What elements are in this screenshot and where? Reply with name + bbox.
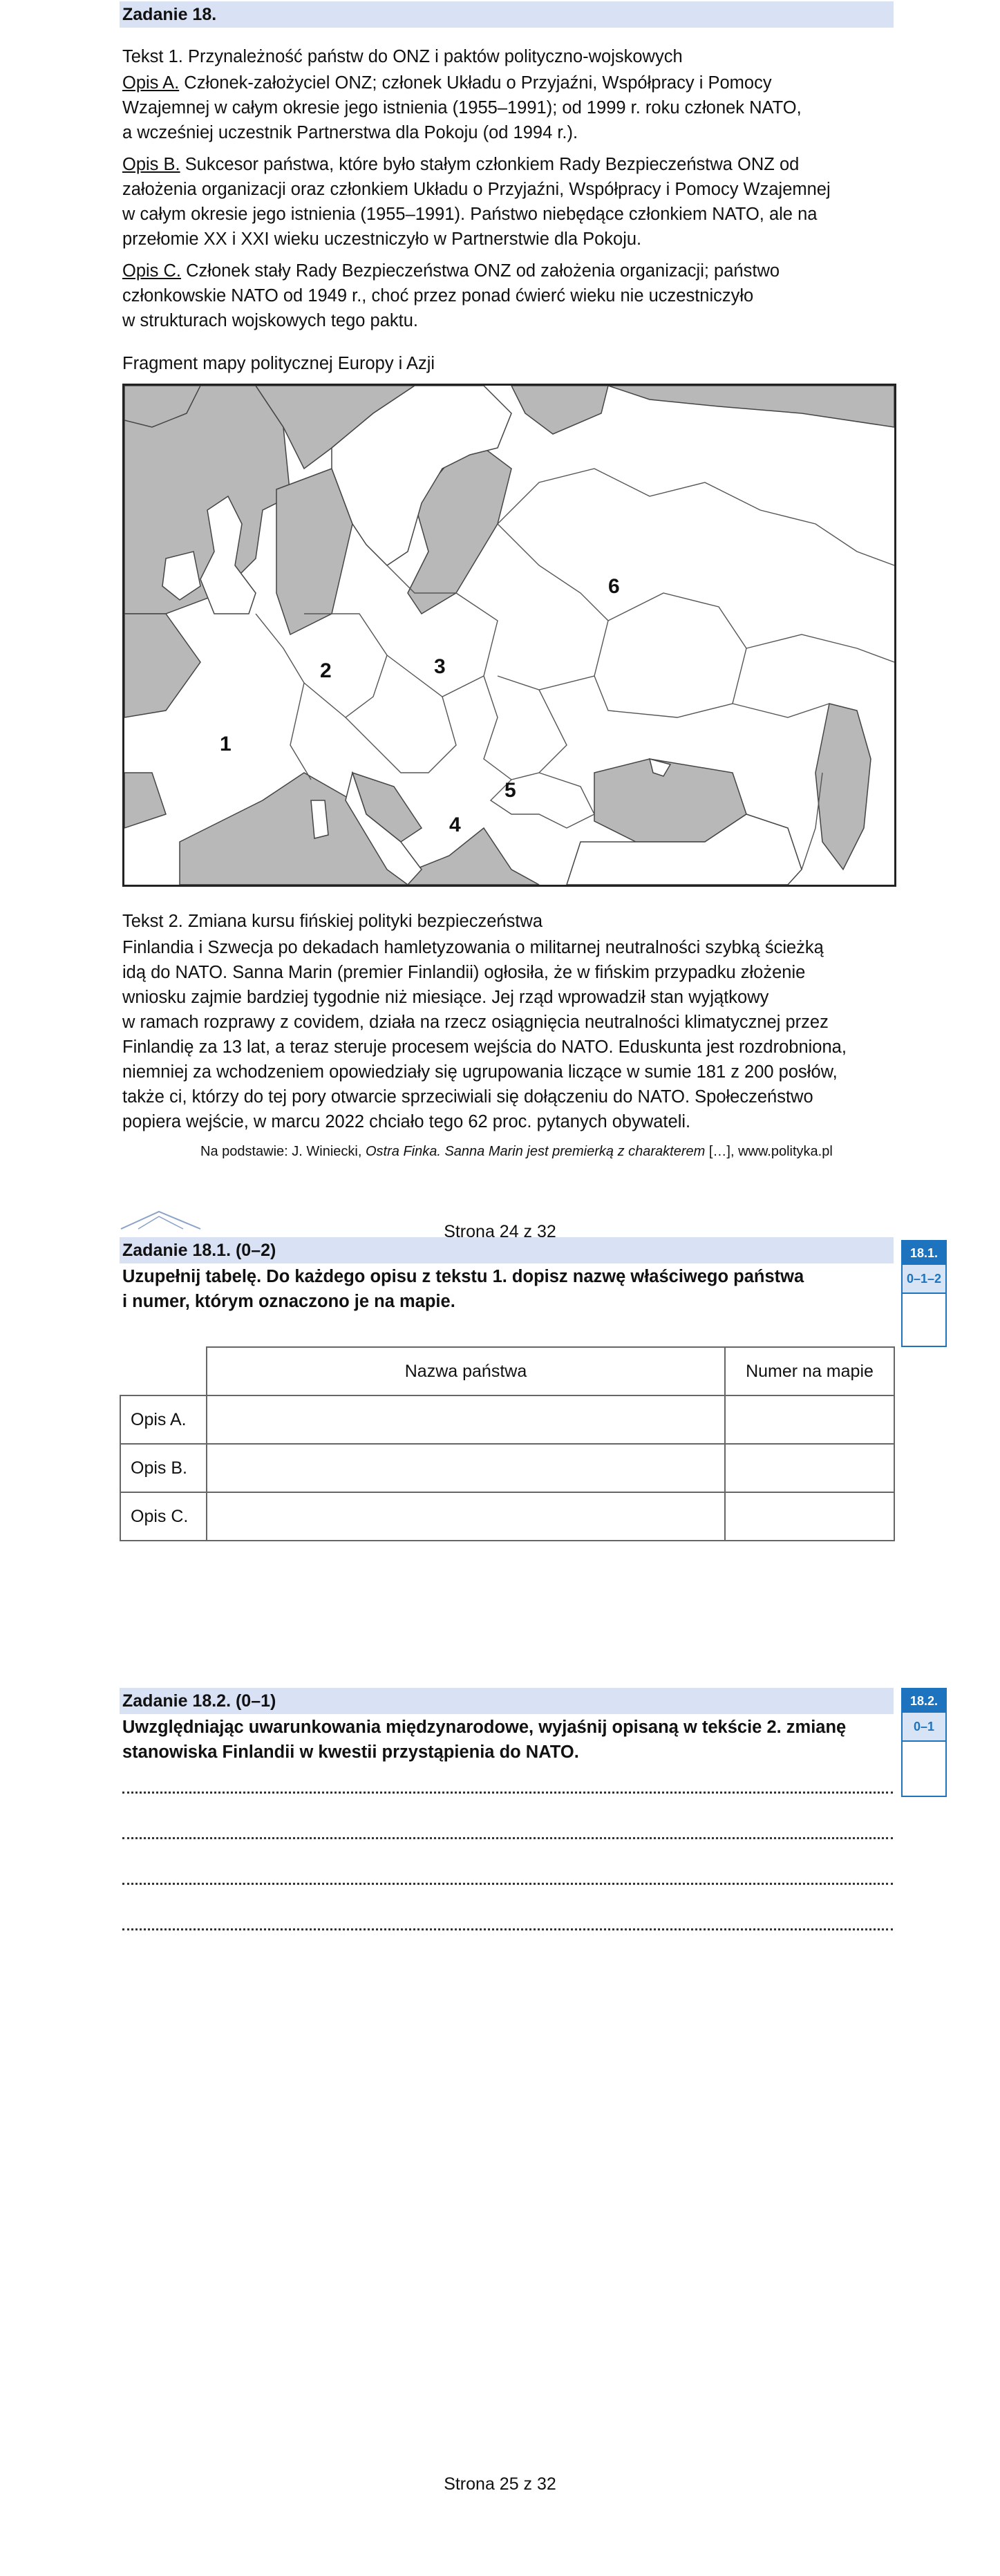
task-18-header: Zadanie 18. <box>120 1 894 28</box>
country-name-cell-a[interactable] <box>207 1395 725 1444</box>
opis-a-line-2: Wzajemnej w całym okresie jego istnienia (1955–1991); od 1999 r. roku członek NATO, <box>122 98 802 117</box>
map-number-cell-c[interactable] <box>725 1492 894 1541</box>
map-title: Fragment mapy politycznej Europy i Azji <box>122 354 435 373</box>
text2-line: także ci, którzy do tej pory otwarcie sprzeciwiali się dołączeniu do NATO. Społeczeństwo <box>122 1087 813 1107</box>
task-18-2-header: Zadanie 18.2. (0–1) <box>120 1688 894 1714</box>
map-label-1: 1 <box>220 733 232 755</box>
opis-a <box>122 70 802 145</box>
opis-b-line-3: w całym okresie jego istnienia (1955–1991). Państwo niebędące członkiem NATO, ale na <box>122 205 818 224</box>
header-map-number: Numer na mapie <box>725 1347 894 1395</box>
country-name-cell-c[interactable] <box>207 1492 725 1541</box>
opis-b-line-2: założenia organizacji oraz członkiem Układu o Przyjaźni, Współpracy i Pomocy Wzajemnej <box>122 180 831 199</box>
instruction-line: Uzupełnij tabelę. Do każdego opisu z tekstu 1. dopisz nazwę właściwego państwa <box>122 1267 804 1286</box>
opis-c-line-2: członkowskie NATO od 1949 r., choć przez ponad ćwierć wieku nie uczestniczyło <box>122 286 754 305</box>
opis-b-line-1: Sukcesor państwa, które było stałym członkiem Rady Bezpieczeństwa ONZ od <box>180 155 800 174</box>
map-label-5: 5 <box>504 779 516 802</box>
task-18-2-instruction <box>122 1715 846 1765</box>
table-row <box>120 1444 894 1492</box>
opis-a-label: Opis A. <box>122 73 180 93</box>
map-number-cell-a[interactable] <box>725 1395 894 1444</box>
opis-a-line-3: a wcześniej uczestnik Partnerstwa dla Pokoju (od 1994 r.). <box>122 123 578 142</box>
score-box-18-1 <box>901 1240 947 1347</box>
text2-title: Tekst 2. Zmiana kursu fińskiej polityki bezpieczeństwa <box>122 912 543 931</box>
table-row <box>120 1492 894 1541</box>
task-18-1-header: Zadanie 18.1. (0–2) <box>120 1237 894 1263</box>
text2-line: niemniej za wchodzeniem opowiedziały się ugrupowania liczące w sumie 181 z 200 posłów, <box>122 1062 838 1082</box>
answer-table <box>120 1346 895 1541</box>
text2-body <box>122 935 847 1134</box>
text2-line: idą do NATO. Sanna Marin (premier Finlandii) ogłosiła, że w fińskim przypadku złożenie <box>122 963 806 982</box>
score-box-points: 0–1–2 <box>903 1265 945 1294</box>
row-label: Opis B. <box>120 1444 207 1492</box>
header-country-name: Nazwa państwa <box>207 1347 725 1395</box>
map-label-2: 2 <box>320 659 332 682</box>
task-18-1-instruction <box>122 1264 804 1314</box>
page-number-24: Strona 24 z 32 <box>444 1222 556 1237</box>
source-prefix: Na podstawie: J. Winiecki, <box>200 1144 366 1159</box>
score-box-points: 0–1 <box>903 1713 945 1742</box>
map-label-4: 4 <box>449 814 461 836</box>
opis-c-line-1: Członek stały Rady Bezpieczeństwa ONZ od założenia organizacji; państwo <box>181 261 780 281</box>
source-citation <box>200 1144 833 1160</box>
opis-a-line-1: Członek-założyciel ONZ; członek Układu o Przyjaźni, Współpracy i Pomocy <box>179 73 772 93</box>
opis-b <box>122 152 831 252</box>
instruction-line: stanowiska Finlandii w kwestii przystąpienia do NATO. <box>122 1742 579 1762</box>
table-row <box>120 1395 894 1444</box>
source-title: Ostra Finka. Sanna Marin jest premierką z charakterem <box>365 1144 706 1159</box>
opis-b-label: Opis B. <box>122 155 180 174</box>
text2-line: Finlandia i Szwecja po dekadach hamletyzowania o militarnej neutralności szybką ścieżką <box>122 938 824 957</box>
map-graphic <box>124 386 894 885</box>
source-suffix: […], www.polityka.pl <box>705 1144 833 1159</box>
instruction-line: i numer, którym oznaczono je na mapie. <box>122 1292 455 1311</box>
text2-line: w ramach rozprawy z covidem, działa na rzecz osiągnięcia neutralności klimatycznej przez <box>122 1013 829 1032</box>
answer-line-3[interactable] <box>122 1881 893 1885</box>
page-number-25: Strona 25 z 32 <box>444 2474 556 2494</box>
score-box-id: 18.1. <box>903 1241 945 1265</box>
opis-c-label: Opis C. <box>122 261 182 281</box>
opis-b-line-4: przełomie XX i XXI wieku uczestniczyło w Partnerstwie dla Pokoju. <box>122 229 642 249</box>
text2-line: popiera wejście, w marcu 2022 chciało tego 62 proc. pytanych obywateli. <box>122 1112 691 1131</box>
text1-title: Tekst 1. Przynależność państw do ONZ i paktów polityczno-wojskowych <box>122 47 683 66</box>
score-box-18-2 <box>901 1688 947 1797</box>
answer-line-4[interactable] <box>122 1927 893 1930</box>
answer-line-1[interactable] <box>122 1790 893 1794</box>
row-label: Opis C. <box>120 1492 207 1541</box>
score-box-id: 18.2. <box>903 1689 945 1713</box>
map-label-6: 6 <box>608 575 620 598</box>
table-corner <box>120 1347 207 1395</box>
map-number-cell-b[interactable] <box>725 1444 894 1492</box>
opis-c <box>122 258 780 333</box>
opis-c-line-3: w strukturach wojskowych tego paktu. <box>122 311 419 330</box>
country-name-cell-b[interactable] <box>207 1444 725 1492</box>
text2-line: wniosku zajmie bardziej tygodnie niż miesiące. Jej rząd wprowadził stan wyjątkowy <box>122 988 769 1007</box>
instruction-line: Uwzględniając uwarunkowania międzynarodowe, wyjaśnij opisaną w tekście 2. zmianę <box>122 1718 847 1737</box>
political-map <box>122 384 896 887</box>
text2-line: Finlandię za 13 lat, a teraz steruje procesem wejścia do NATO. Eduskunta jest rozdrobniona, <box>122 1037 847 1057</box>
answer-line-2[interactable] <box>122 1836 893 1839</box>
row-label: Opis A. <box>120 1395 207 1444</box>
map-label-3: 3 <box>434 655 446 678</box>
